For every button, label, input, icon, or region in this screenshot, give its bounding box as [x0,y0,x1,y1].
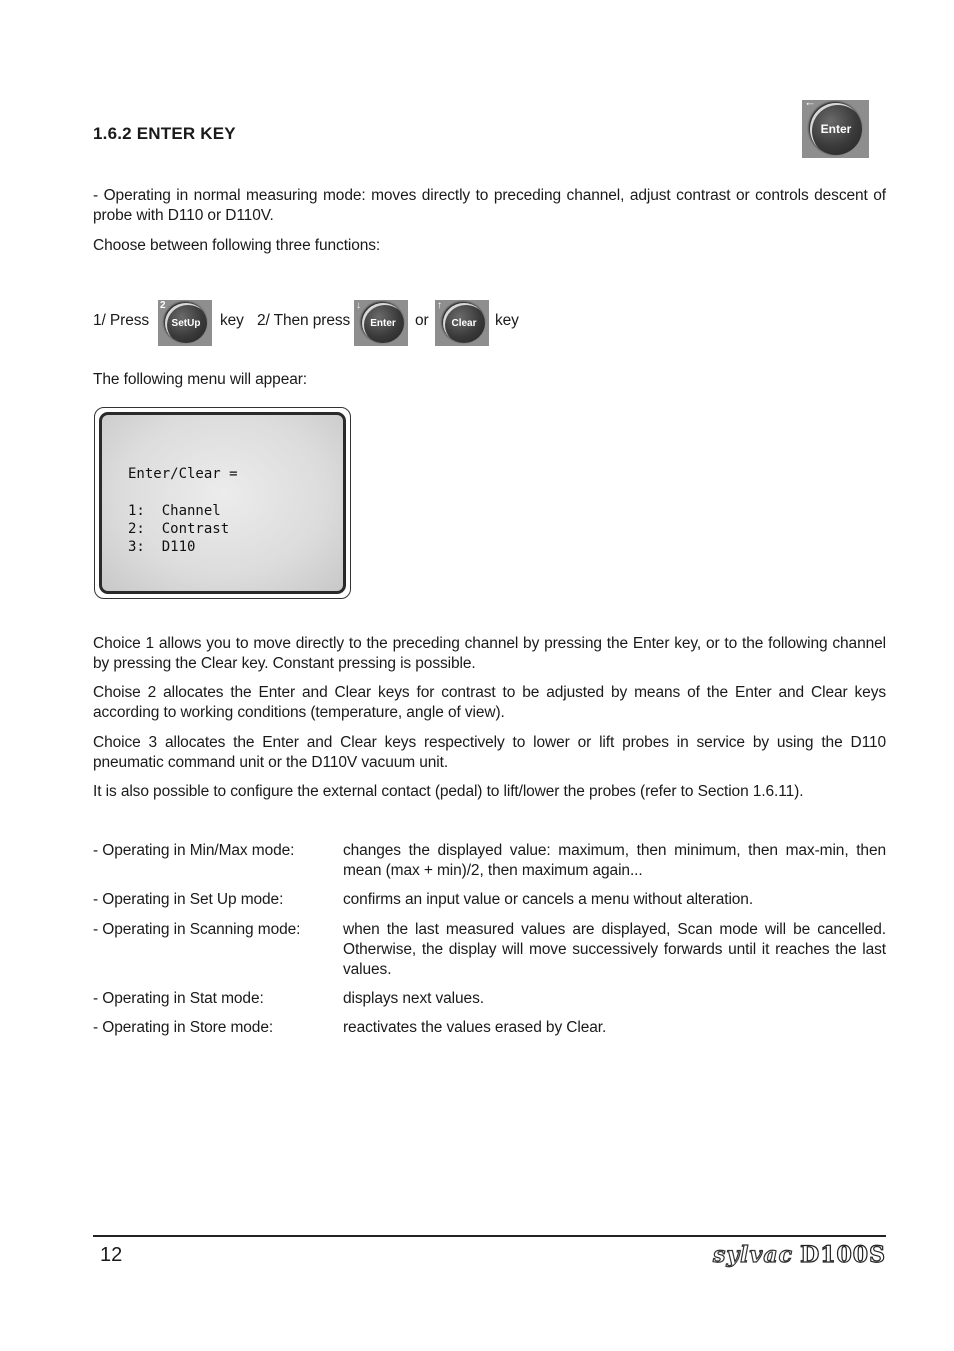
arrow-down-icon: ↓ [356,300,361,311]
choice-1-paragraph: Choice 1 allows you to move directly to the preceding channel by pressing the Enter key, or to the following channel by pressing the Clear key. Constant pressing is possible. [93,635,886,672]
choice-2-paragraph: Choise 2 allocates the Enter and Clear keys for contrast to be adjusted by means of the Enter and Clear keys according to working conditions (temperature, angle of view). [93,684,886,721]
footer-divider [93,1235,886,1237]
lcd-display [94,407,351,599]
intro-paragraph: - Operating in normal measuring mode: moves directly to preceding channel, adjust contrast or controls descent of probe with D110 or D110V. [93,187,886,224]
lcd-item-channel: 1: Channel [128,503,221,519]
mode-label: - Operating in Set Up mode: [93,891,284,908]
brand-name: sylvac [713,1242,793,1268]
mode-description: reactivates the values erased by Clear. [343,1019,607,1036]
enter-key-label: Enter [810,103,862,155]
mode-description: changes the displayed value: maximum, then minimum, then max-min, then mean (max + min)/2, then maximum again... [343,842,886,879]
instruction-then-press: 2/ Then press [257,312,351,329]
enter-key-small-label: Enter [362,303,404,343]
pedal-paragraph: It is also possible to configure the external contact (pedal) to lift/lower the probes (refer to Section 1.6.11). [93,783,804,800]
setup-key-icon [158,300,212,346]
mode-label: - Operating in Stat mode: [93,990,264,1007]
brand-model: D100S [800,1242,886,1268]
arrow-down-icon: ↓ [804,101,818,107]
intro-choose: Choose between following three functions: [93,237,381,254]
mode-label: - Operating in Store mode: [93,1019,274,1036]
lcd-title: Enter/Clear = [128,466,238,482]
page-number: 12 [100,1244,123,1266]
menu-intro: The following menu will appear: [93,371,308,388]
lcd-screen [99,412,346,594]
instruction-press: 1/ Press [93,312,150,329]
instruction-key2: key [495,312,519,329]
enter-key-icon [802,100,869,158]
arrow-up-icon: ↑ [437,300,442,311]
lcd-item-d110: 3: D110 [128,539,196,555]
setup-key-number: 2 [160,300,166,311]
mode-label: - Operating in Scanning mode: [93,921,301,938]
lcd-item-contrast: 2: Contrast [128,521,230,537]
choice-3-paragraph: Choice 3 allocates the Enter and Clear keys respectively to lower or lift probes in service by using the D110 pneumatic command unit or the D110V vacuum unit. [93,734,886,771]
setup-key-label: SetUp [165,303,207,343]
mode-label: - Operating in Min/Max mode: [93,842,295,859]
clear-key-label: Clear [443,303,485,343]
enter-key-small-icon [354,300,408,346]
section-heading: 1.6.2 ENTER KEY [93,124,236,143]
clear-key-icon [435,300,489,346]
brand-logo [713,1242,886,1268]
mode-description: when the last measured values are displayed, Scan mode will be cancelled. Otherwise, the display will move successively forwards until it reaches the last values. [343,921,886,978]
instruction-or: or [415,312,429,329]
mode-description: confirms an input value or cancels a menu without alteration. [343,891,754,908]
instruction-key1: key [220,312,244,329]
mode-description: displays next values. [343,990,484,1007]
